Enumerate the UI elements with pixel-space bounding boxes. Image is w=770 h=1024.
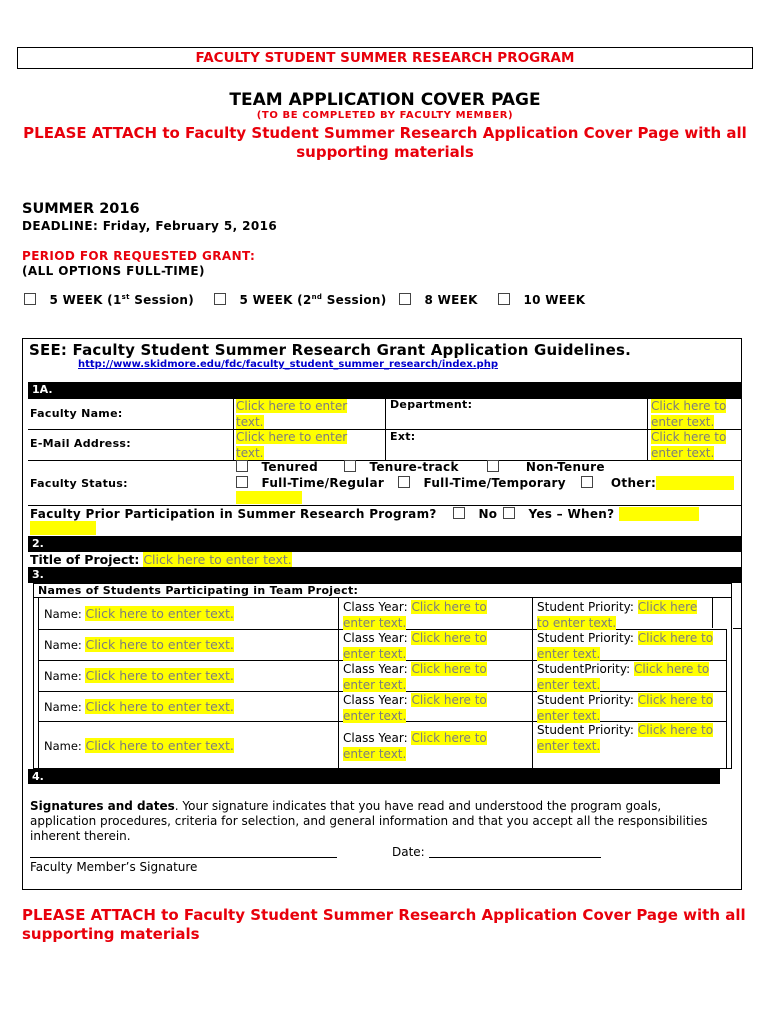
date-label: Date:: [392, 845, 425, 859]
date-line[interactable]: [429, 857, 601, 858]
page-subtitle: (TO BE COMPLETED BY FACULTY MEMBER): [256, 110, 514, 121]
section-3-bar: 3.: [28, 567, 742, 583]
period-option-3[interactable]: 8 WEEK: [399, 293, 478, 307]
project-title-field[interactable]: Click here to enter text.: [143, 552, 292, 567]
checkbox-icon[interactable]: [503, 507, 515, 519]
checkbox-icon[interactable]: [398, 476, 410, 488]
student-class-1[interactable]: Class Year: Click here to enter text.: [343, 600, 487, 630]
status-full-time-temporary[interactable]: Full-Time/Temporary: [398, 476, 566, 490]
status-tenure-track[interactable]: Tenure-track: [344, 460, 459, 474]
program-banner-text: FACULTY STUDENT SUMMER RESEARCH PROGRAM: [195, 50, 575, 66]
status-non-tenure[interactable]: Non-Tenure: [487, 460, 605, 474]
period-option-1[interactable]: 5 WEEK (1st Session): [24, 293, 194, 307]
checkbox-icon[interactable]: [24, 293, 36, 305]
section-1a-bar: 1A.: [28, 382, 742, 398]
email-label: E-Mail Address:: [30, 437, 131, 450]
ext-label: Ext:: [390, 430, 416, 443]
student-name-5[interactable]: Name: Click here to enter text.: [44, 738, 234, 753]
student-class-2[interactable]: Class Year: Click here to enter text.: [343, 631, 487, 661]
period-option-2[interactable]: 5 WEEK (2nd Session): [214, 293, 387, 307]
ext-field[interactable]: Click here to enter text.: [651, 430, 727, 460]
status-tenured[interactable]: Tenured: [236, 460, 318, 474]
deadline: DEADLINE: Friday, February 5, 2016: [22, 219, 278, 233]
other-status-field-cont[interactable]: [236, 491, 302, 504]
checkbox-icon[interactable]: [236, 460, 248, 472]
period-note: (ALL OPTIONS FULL-TIME): [22, 264, 205, 278]
attach-note-bottom: PLEASE ATTACH to Faculty Student Summer Research Application Cover Page with all supporting materials: [22, 906, 746, 943]
student-class-4[interactable]: Class Year: Click here to enter text.: [343, 693, 487, 723]
checkbox-icon[interactable]: [581, 476, 593, 488]
checkbox-icon[interactable]: [399, 293, 411, 305]
faculty-name-label: Faculty Name:: [30, 407, 123, 420]
student-priority-2[interactable]: Student Priority: Click here to enter text.: [537, 631, 714, 661]
period-heading: PERIOD FOR REQUESTED GRANT:: [22, 249, 256, 263]
signature-line[interactable]: [30, 857, 337, 858]
checkbox-icon[interactable]: [453, 507, 465, 519]
status-other[interactable]: Other:: [581, 476, 656, 490]
student-name-3[interactable]: Name: Click here to enter text.: [44, 668, 234, 683]
student-class-5[interactable]: Class Year: Click here to enter text.: [343, 731, 487, 761]
status-full-time-regular[interactable]: Full-Time/Regular: [236, 476, 384, 490]
checkbox-icon[interactable]: [498, 293, 510, 305]
faculty-name-field[interactable]: Click here to enter text.: [236, 399, 348, 429]
student-priority-1[interactable]: Student Priority: Click here to enter text.: [537, 600, 698, 630]
checkbox-icon[interactable]: [214, 293, 226, 305]
guidelines-link[interactable]: http://www.skidmore.edu/fdc/faculty_student_summer_research/index.php: [78, 359, 498, 370]
students-heading: Names of Students Participating in Team Project:: [38, 584, 359, 597]
checkbox-icon[interactable]: [236, 476, 248, 488]
email-field[interactable]: Click here to enter text.: [236, 430, 348, 460]
prior-yes-option[interactable]: Yes – When?: [503, 507, 614, 521]
signature-label: Faculty Member’s Signature: [30, 860, 198, 874]
student-name-4[interactable]: Name: Click here to enter text.: [44, 699, 234, 714]
student-class-3[interactable]: Class Year: Click here to enter text.: [343, 662, 487, 692]
other-status-field[interactable]: [656, 476, 734, 490]
student-priority-4[interactable]: Student Priority: Click here to enter text.: [537, 693, 714, 723]
student-priority-3[interactable]: StudentPriority: Click here to enter text.: [537, 662, 710, 692]
term-heading: SUMMER 2016: [22, 201, 140, 217]
department-field[interactable]: Click here to enter text.: [651, 399, 727, 429]
period-option-4[interactable]: 10 WEEK: [498, 293, 585, 307]
attach-note-top: PLEASE ATTACH to Faculty Student Summer Research Application Cover Page with all supporting materials: [23, 124, 747, 161]
signature-statement: Signatures and dates. Your signature indicates that you have read and understood the program goals, application procedures, criteria for selection, and general information and that you accept all the responsibilities inherent therein.: [30, 799, 708, 843]
department-label: Department:: [390, 398, 473, 411]
prior-participation-question: Faculty Prior Participation in Summer Research Program?: [30, 507, 437, 521]
checkbox-icon[interactable]: [344, 460, 356, 472]
student-name-1[interactable]: Name: Click here to enter text.: [44, 606, 234, 621]
faculty-status-label: Faculty Status:: [30, 477, 128, 490]
prior-no-option[interactable]: No: [453, 507, 497, 521]
page-title: TEAM APPLICATION COVER PAGE: [229, 90, 541, 110]
section-4-bar: 4.: [28, 769, 720, 784]
guidelines-heading: SEE: Faculty Student Summer Research Grant Application Guidelines.: [29, 341, 632, 359]
project-title-row[interactable]: Title of Project: Click here to enter text.: [30, 552, 292, 567]
prior-when-field[interactable]: [619, 507, 699, 521]
prior-when-field-cont[interactable]: [30, 521, 96, 535]
student-priority-5[interactable]: Student Priority: Click here to enter text.: [537, 723, 714, 753]
checkbox-icon[interactable]: [487, 460, 499, 472]
section-2-bar: 2.: [28, 536, 742, 552]
student-name-2[interactable]: Name: Click here to enter text.: [44, 637, 234, 652]
